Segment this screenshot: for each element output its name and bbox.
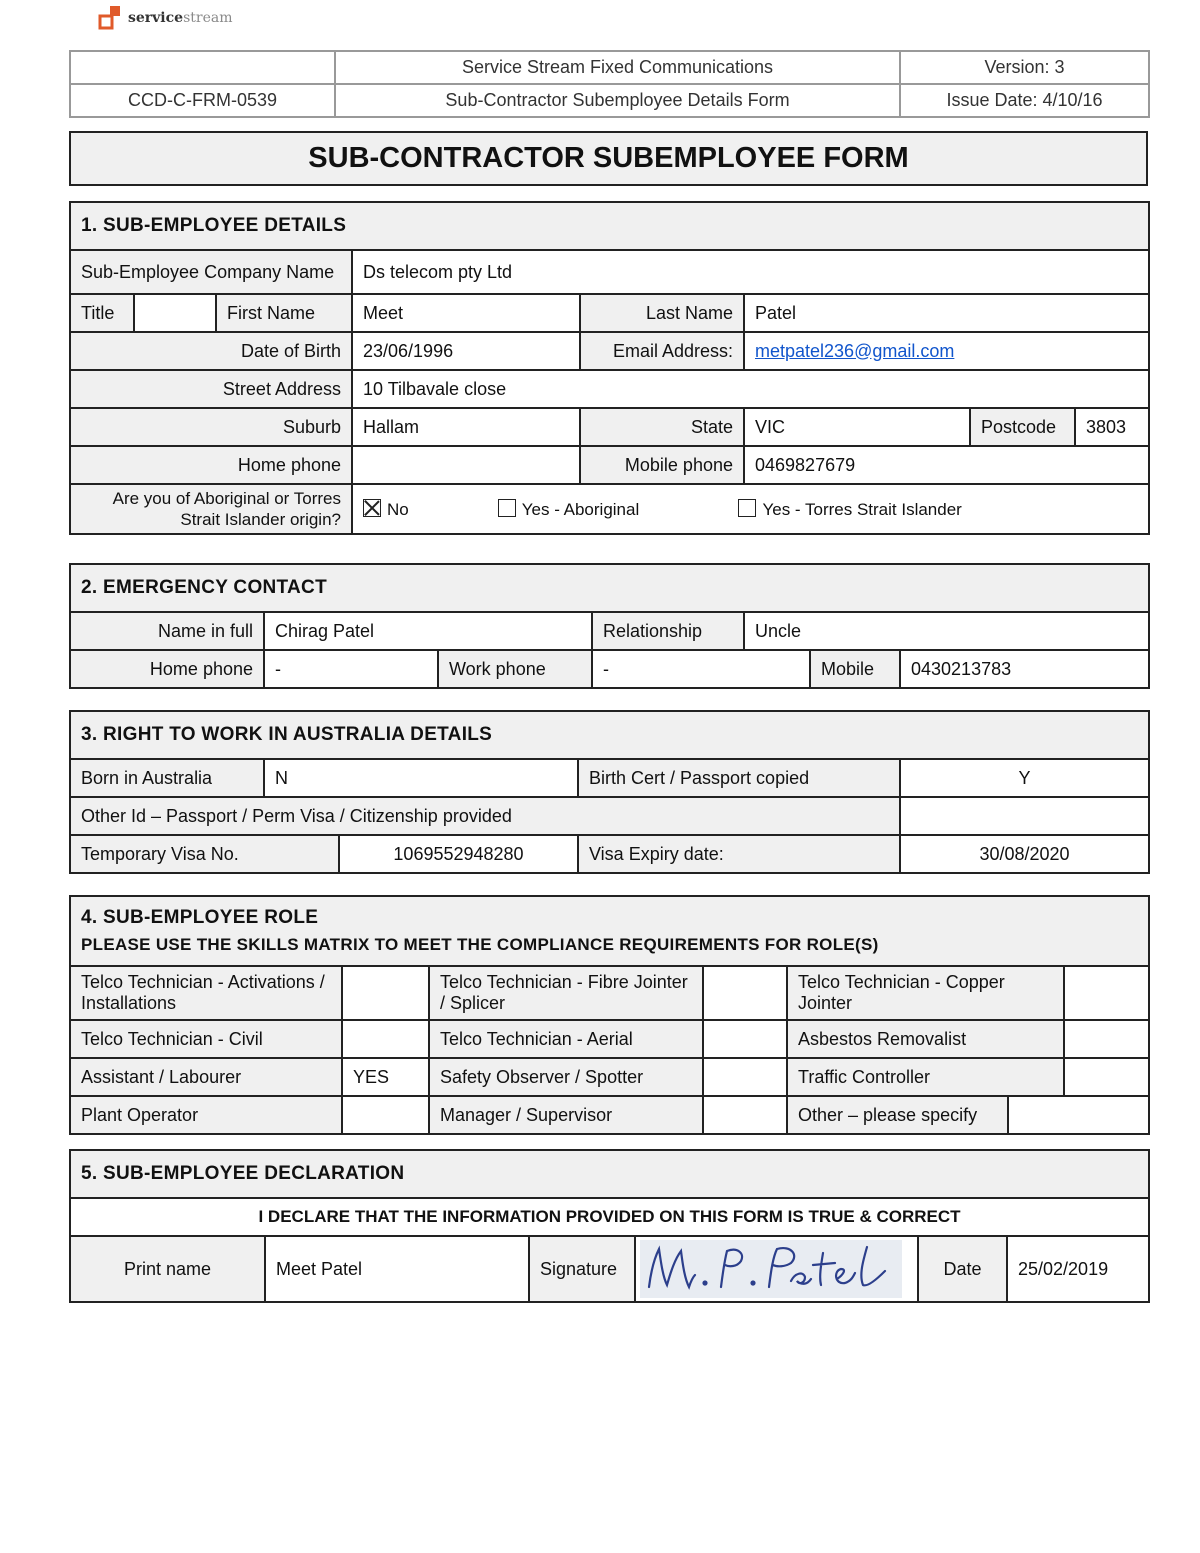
street-address-field[interactable]: 10 Tilbavale close: [352, 370, 1149, 408]
role-plant-label: Plant Operator: [70, 1096, 342, 1134]
ec-relationship-field[interactable]: Uncle: [744, 612, 1149, 650]
home-phone-field[interactable]: [352, 446, 580, 484]
born-field[interactable]: N: [264, 759, 578, 797]
ec-home-phone-label: Home phone: [70, 650, 264, 688]
postcode-field[interactable]: 3803: [1075, 408, 1149, 446]
suburb-label: Suburb: [70, 408, 352, 446]
mobile-phone-label: Mobile phone: [580, 446, 744, 484]
checkbox-icon[interactable]: [738, 499, 756, 517]
dob-label: Date of Birth: [70, 332, 352, 370]
section-sub-employee-details: [69, 201, 1150, 535]
other-id-field[interactable]: [900, 797, 1149, 835]
section-right-to-work: [69, 710, 1150, 874]
state-label: State: [580, 408, 744, 446]
logo-text-a: service: [128, 10, 184, 26]
role-fibre-label: Telco Technician - Fibre Jointer / Splicer: [429, 966, 703, 1020]
role-manager-label: Manager / Supervisor: [429, 1096, 703, 1134]
document-header: [69, 50, 1150, 118]
signature-image: [640, 1240, 902, 1298]
logo-text-b: stream: [183, 10, 233, 26]
role-asbestos-field[interactable]: [1064, 1020, 1149, 1058]
home-phone-label: Home phone: [70, 446, 352, 484]
origin-options: [352, 484, 1149, 534]
suburb-field[interactable]: Hallam: [352, 408, 580, 446]
email-field[interactable]: [744, 332, 1149, 370]
visa-expiry-field[interactable]: 30/08/2020: [900, 835, 1149, 873]
role-activations-field[interactable]: [342, 966, 429, 1020]
role-aerial-field[interactable]: [703, 1020, 787, 1058]
origin-option-no[interactable]: No: [363, 499, 493, 520]
dob-field[interactable]: 23/06/1996: [352, 332, 580, 370]
ec-work-phone-field[interactable]: -: [592, 650, 810, 688]
title-label: Title: [70, 294, 134, 332]
role-civil-field[interactable]: [342, 1020, 429, 1058]
section-4-title: 4. SUB-EMPLOYEE ROLE: [81, 907, 319, 928]
declaration-text: I DECLARE THAT THE INFORMATION PROVIDED ON THIS FORM IS TRUE & CORRECT: [70, 1198, 1149, 1236]
role-activations-label: Telco Technician - Activations / Installations: [70, 966, 342, 1020]
section-4-header: [70, 896, 1149, 966]
role-traffic-label: Traffic Controller: [787, 1058, 1064, 1096]
logo-icon: [98, 4, 126, 32]
section-sub-employee-role: [69, 895, 1150, 1135]
section-emergency-contact: [69, 563, 1150, 689]
header-blank: [70, 51, 335, 84]
mobile-phone-field[interactable]: 0469827679: [744, 446, 1149, 484]
date-field[interactable]: 25/02/2019: [1007, 1236, 1149, 1302]
ec-relationship-label: Relationship: [592, 612, 744, 650]
title-field[interactable]: [134, 294, 216, 332]
role-safety-label: Safety Observer / Spotter: [429, 1058, 703, 1096]
postcode-label: Postcode: [970, 408, 1075, 446]
print-name-label: Print name: [70, 1236, 265, 1302]
checkbox-icon[interactable]: [498, 499, 516, 517]
ec-mobile-label: Mobile: [810, 650, 900, 688]
first-name-field[interactable]: Meet: [352, 294, 580, 332]
section-4-subtitle: PLEASE USE THE SKILLS MATRIX TO MEET THE COMPLIANCE REQUIREMENTS FOR ROLE(S): [81, 935, 879, 954]
company-name-label: Sub-Employee Company Name: [70, 250, 352, 294]
form-title-box: [69, 131, 1148, 186]
role-traffic-field[interactable]: [1064, 1058, 1149, 1096]
role-manager-field[interactable]: [703, 1096, 787, 1134]
origin-option-tsi[interactable]: Yes - Torres Strait Islander: [738, 499, 961, 520]
signature-field[interactable]: [635, 1236, 918, 1302]
role-other-field[interactable]: [1008, 1096, 1149, 1134]
ec-mobile-field[interactable]: 0430213783: [900, 650, 1149, 688]
origin-label: Are you of Aboriginal or Torres Strait Islander origin?: [70, 484, 352, 534]
section-2-title: 2. EMERGENCY CONTACT: [70, 564, 1149, 612]
header-issue-date: Issue Date: 4/10/16: [900, 84, 1149, 117]
other-id-label: Other Id – Passport / Perm Visa / Citizenship provided: [70, 797, 900, 835]
role-other-label: Other – please specify: [787, 1096, 1008, 1134]
ec-work-phone-label: Work phone: [438, 650, 592, 688]
first-name-label: First Name: [216, 294, 352, 332]
state-field[interactable]: VIC: [744, 408, 970, 446]
role-fibre-field[interactable]: [703, 966, 787, 1020]
header-version: Version: 3: [900, 51, 1149, 84]
role-civil-label: Telco Technician - Civil: [70, 1020, 342, 1058]
visa-no-field[interactable]: 1069552948280: [339, 835, 578, 873]
visa-no-label: Temporary Visa No.: [70, 835, 339, 873]
role-assistant-label: Assistant / Labourer: [70, 1058, 342, 1096]
role-plant-field[interactable]: [342, 1096, 429, 1134]
birth-cert-field[interactable]: Y: [900, 759, 1149, 797]
signature-drawing: [641, 1241, 901, 1297]
role-assistant-field[interactable]: YES: [342, 1058, 429, 1096]
section-1-title: 1. SUB-EMPLOYEE DETAILS: [70, 202, 1149, 250]
street-address-label: Street Address: [70, 370, 352, 408]
last-name-field[interactable]: Patel: [744, 294, 1149, 332]
date-label: Date: [918, 1236, 1007, 1302]
header-doc-code: CCD-C-FRM-0539: [70, 84, 335, 117]
role-copper-field[interactable]: [1064, 966, 1149, 1020]
checkbox-checked-icon[interactable]: [363, 499, 381, 517]
role-safety-field[interactable]: [703, 1058, 787, 1096]
form-title: SUB-CONTRACTOR SUBEMPLOYEE FORM: [70, 132, 1147, 185]
visa-expiry-label: Visa Expiry date:: [578, 835, 900, 873]
signature-label: Signature: [529, 1236, 635, 1302]
print-name-field[interactable]: Meet Patel: [265, 1236, 529, 1302]
last-name-label: Last Name: [580, 294, 744, 332]
role-asbestos-label: Asbestos Removalist: [787, 1020, 1064, 1058]
birth-cert-label: Birth Cert / Passport copied: [578, 759, 900, 797]
born-label: Born in Australia: [70, 759, 264, 797]
header-doc-title: Sub-Contractor Subemployee Details Form: [335, 84, 900, 117]
header-company: Service Stream Fixed Communications: [335, 51, 900, 84]
email-label: Email Address:: [580, 332, 744, 370]
role-copper-label: Telco Technician - Copper Jointer: [787, 966, 1064, 1020]
section-declaration: [69, 1149, 1150, 1303]
company-name-field[interactable]: Ds telecom pty Ltd: [352, 250, 1149, 294]
brand-logo: [98, 2, 232, 34]
ec-name-label: Name in full: [70, 612, 264, 650]
origin-option-aboriginal[interactable]: Yes - Aboriginal: [498, 499, 734, 520]
ec-home-phone-field[interactable]: -: [264, 650, 438, 688]
role-aerial-label: Telco Technician - Aerial: [429, 1020, 703, 1058]
email-link[interactable]: metpatel236@gmail.com: [755, 340, 955, 361]
section-5-title: 5. SUB-EMPLOYEE DECLARATION: [70, 1150, 1149, 1198]
section-3-title: 3. RIGHT TO WORK IN AUSTRALIA DETAILS: [70, 711, 1149, 759]
ec-name-field[interactable]: Chirag Patel: [264, 612, 592, 650]
